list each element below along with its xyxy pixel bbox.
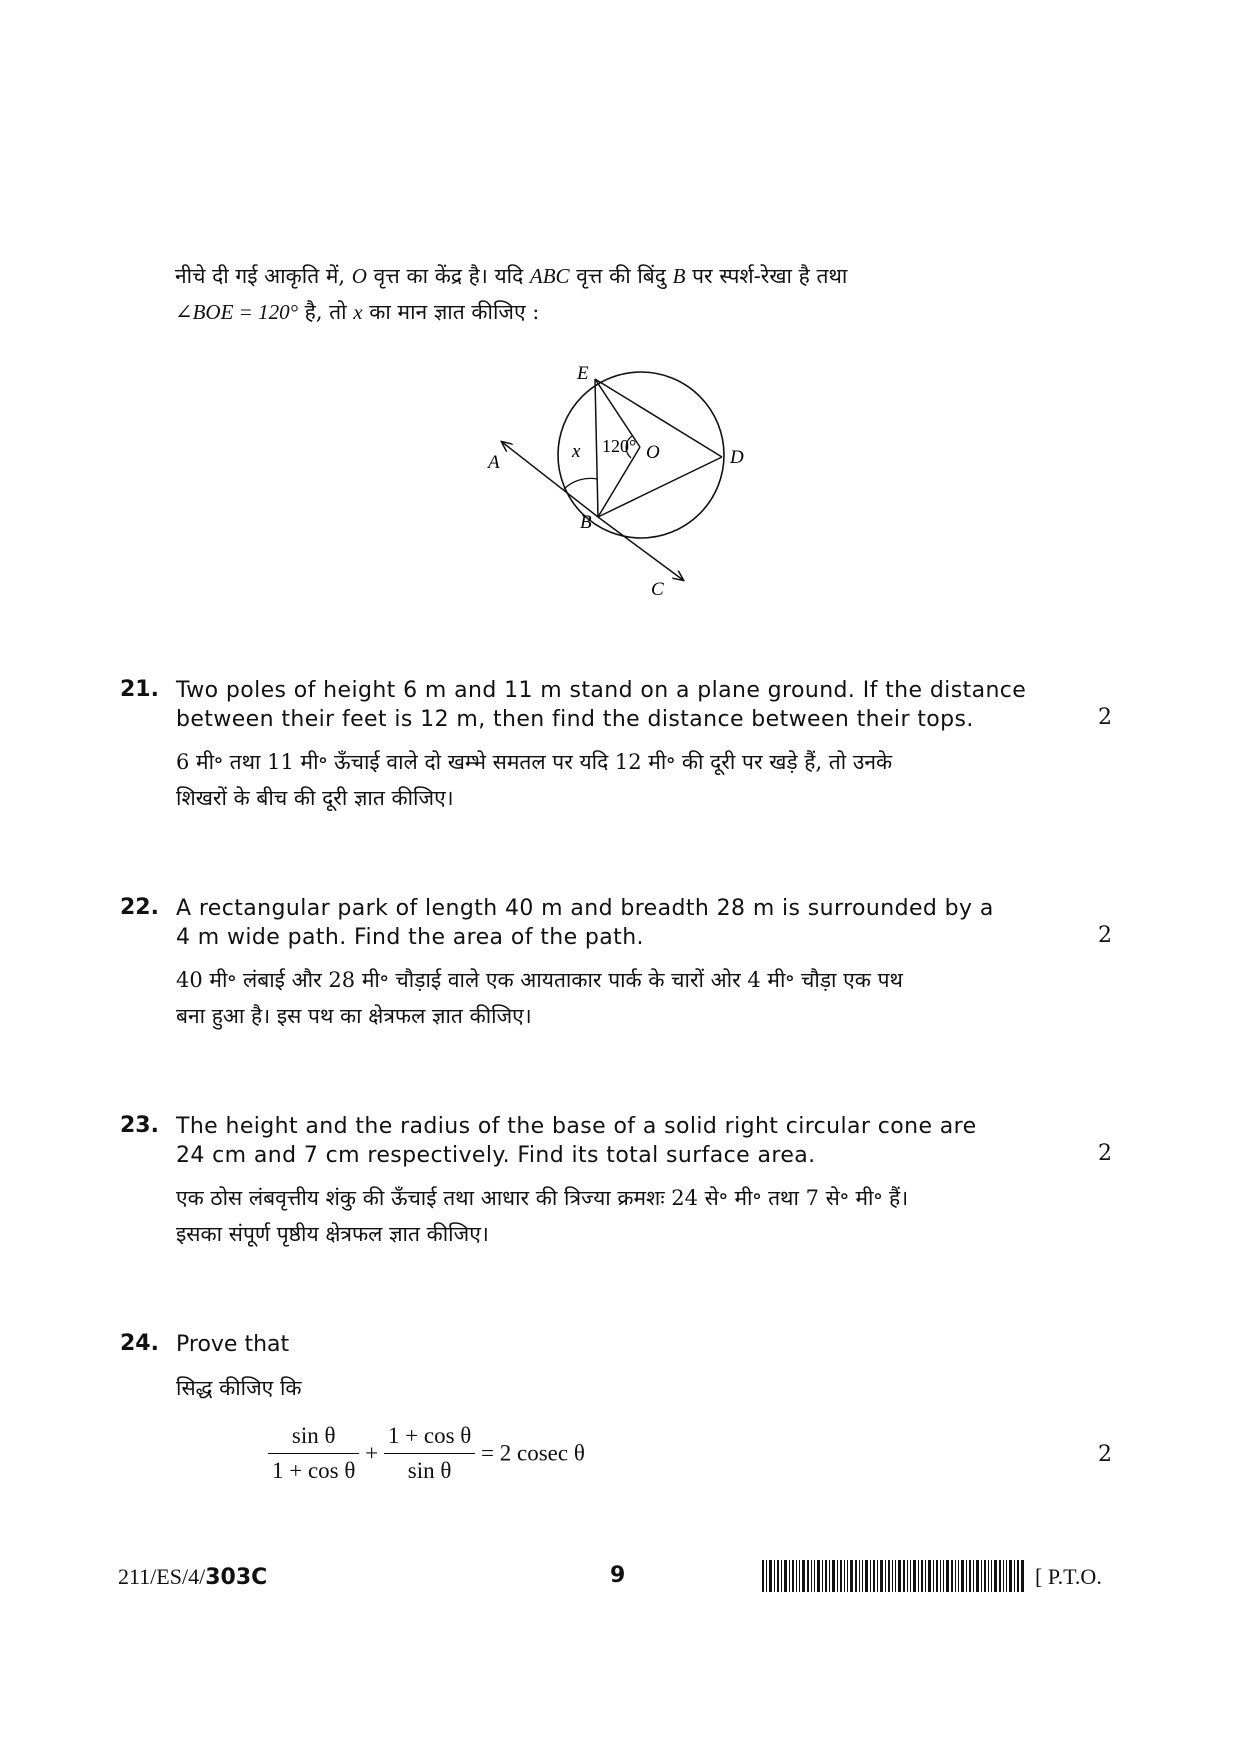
question-23-hindi: एक ठोस लंबवृत्तीय शंकु की ऊँचाई तथा आधार की त्रिज्या क्रमशः 24 से॰ मी॰ तथा 7 से॰ मी॰ हैं। इसका संपूर्ण पृष्ठीय क्षेत्रफल ज्ञात कीजिए। [176,1186,909,1246]
tangent-line-bc [598,517,683,580]
question-21-hindi: 6 मी॰ तथा 11 मी॰ ऊँचाई वाले दो खम्भे समतल पर यदि 12 मी॰ की दूरी पर खड़े हैं, तो उनके शिखरों के बीच की दूरी ज्ञात कीजिए। [176,750,893,810]
label-e: E [577,363,589,384]
question-22-hindi: 40 मी॰ लंबाई और 28 मी॰ चौड़ाई वाले एक आयताकार पार्क के चारों ओर 4 मी॰ चौड़ा एक पथ बना हुआ है। इस पथ का क्षेत्रफल ज्ञात कीजिए। [176,968,903,1028]
label-o: O [646,442,660,463]
q20-hindi-text: नीचे दी गई आकृति में, O वृत्त का केंद्र है। यदि ABC वृत्त की बिंदु B पर स्पर्श-रेखा है तथा ∠BOE = 120° है, तो x का मान ज्ञात कीजिए : [175,264,848,324]
question-22-number: 22. [120,895,159,920]
question-24-marks: 2 [1098,1442,1112,1467]
barcode [762,1560,1024,1592]
label-x: x [572,441,581,462]
paper-code: 211/ES/4/303C [118,1564,268,1590]
question-21-marks: 2 [1098,705,1112,730]
question-21-number: 21. [120,677,159,702]
question-23-number: 23. [120,1113,159,1138]
trig-identity-equation [268,1423,585,1484]
label-a: A [488,452,500,473]
question-24-english: Prove that [176,1332,290,1357]
question-23-english: The height and the radius of the base of a solid right circular cone are 24 cm and 7 cm respectively. Find its total surface area. [176,1114,977,1168]
label-c: C [651,579,664,600]
label-angle-120: 120° [602,436,637,456]
chord-be [595,379,598,517]
question-24-hindi: सिद्ध कीजिए कि [176,1376,302,1400]
plus-sign: + [365,1440,379,1466]
fraction-2: $\frac{\text{1 + cos θ}}{\text{sin θ}}$ [384,1423,475,1484]
tangent-line-ba [502,442,598,517]
question-24-number: 24. [120,1331,159,1356]
question-22-marks: 2 [1098,923,1112,948]
angle-arc-x [564,478,597,489]
label-d: D [730,447,744,468]
equation-rhs: = 2 cosec θ [481,1440,585,1466]
pto-label: [ P.T.O. [1035,1564,1102,1589]
page-number: 9 [610,1563,626,1588]
question-22-english: A rectangular park of length 40 m and breadth 28 m is surrounded by a 4 m wide path. Find the area of the path. [176,896,994,950]
fraction-1: $\frac{\text{sin θ}}{\text{1 + cos θ}}$ [268,1423,359,1484]
circle-tangent-figure [480,355,744,610]
question-21-english: Two poles of height 6 m and 11 m stand on a plane ground. If the distance between their feet is 12 m, then find the distance between their tops. [176,678,1027,732]
question-23-marks: 2 [1098,1141,1112,1166]
label-b: B [580,512,592,533]
